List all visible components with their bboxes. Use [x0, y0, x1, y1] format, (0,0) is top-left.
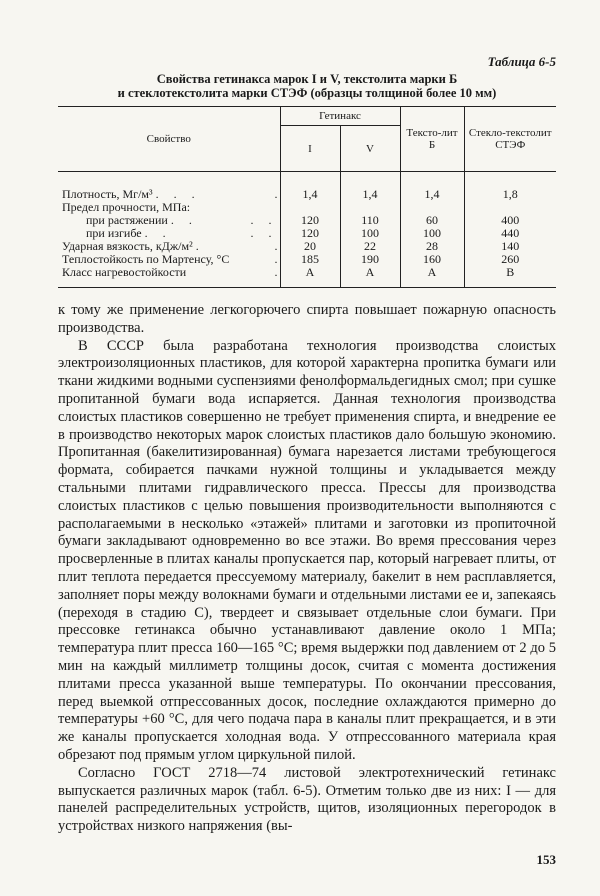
table-title-line-1: Свойства гетинакса марок I и V, текстолита марки Б — [156, 72, 458, 86]
header-steklotextolit: Стекло-текстолит СТЭФ — [464, 107, 556, 172]
row-property: при растяжении — [86, 213, 168, 227]
cell-getinaks-V: 22 — [340, 240, 400, 253]
body-text — [58, 302, 556, 836]
cell-textolit: 60 — [400, 214, 464, 227]
row-leader-end: . — [274, 187, 278, 201]
table-row — [58, 172, 556, 202]
cell-steklotextolit: 440 — [464, 227, 556, 240]
row-leader-dots: . . — [144, 226, 172, 240]
cell-steklotextolit: 260 — [464, 253, 556, 266]
row-property: Плотность, Мг/м³ — [62, 187, 153, 201]
cell-getinaks-I: 20 — [280, 240, 340, 253]
page-number: 153 — [536, 852, 556, 867]
page-content — [58, 54, 556, 836]
row-property: Теплостойкость по Мартенсу, °С — [62, 252, 230, 266]
cell-getinaks-V: 1,4 — [340, 172, 400, 202]
cell-getinaks-I: 185 — [280, 253, 340, 266]
header-getinaks: Гетинакс — [280, 107, 400, 126]
row-property: при изгибе — [86, 226, 142, 240]
row-property: Предел прочности, МПа: — [62, 200, 191, 214]
row-leader-end: . — [274, 252, 278, 266]
cell-getinaks-V: 110 — [340, 214, 400, 227]
header-getinaks-V: V — [340, 126, 400, 172]
row-leader-dots: . . — [170, 213, 198, 227]
cell-getinaks-I: 1,4 — [280, 172, 340, 202]
row-leader-end: . — [274, 265, 278, 279]
row-leader-end: . . — [250, 213, 278, 227]
cell-getinaks-I: 120 — [280, 214, 340, 227]
cell-steklotextolit: 140 — [464, 240, 556, 253]
header-getinaks-I: I — [280, 126, 340, 172]
cell-getinaks-V: А — [340, 266, 400, 288]
table-label: Таблица 6-5 — [487, 54, 556, 69]
paragraph: к тому же применение легкогорючего спирта повышает пожарную опасность производства. — [58, 302, 556, 336]
cell-getinaks-I: А — [280, 266, 340, 288]
cell-steklotextolit: 400 — [464, 214, 556, 227]
table-row — [58, 266, 556, 288]
header-textolit: Тексто-лит Б — [400, 107, 464, 172]
row-leader-end: . . — [250, 226, 278, 240]
cell-textolit: 160 — [400, 253, 464, 266]
header-property: Свойство — [58, 107, 280, 172]
row-property: Класс нагревостойкости — [62, 265, 187, 279]
cell-textolit: 1,4 — [400, 172, 464, 202]
row-leader-dots: . . . — [155, 187, 201, 201]
cell-textolit: 100 — [400, 227, 464, 240]
cell-steklotextolit: 1,8 — [464, 172, 556, 202]
cell-getinaks-I: 120 — [280, 227, 340, 240]
table-title-line-2: и стеклотекстолита марки СТЭФ (образцы толщиной более 10 мм) — [117, 86, 497, 100]
row-leader-dots: . — [195, 239, 205, 253]
paragraph: В СССР была разработана технология производства слоистых электроизоляционных пластиков, для которой характерна пропитка бумаги или ткани жидкими водными суспензиями фенолформальдегидных смол; при сушке пропитанной бумаги вода испаряется. Данная технология производства слоистых пластиков совершенно не требует применения спирта, и внедрение ее в производство некоторых марок слоистых пластиков дало большую экономию. Пропитанная (бакелитизированная) бумага нарезается листами требующегося формата, собирается пачками нужной толщины и укладывается между стальными плитами гидравлического пресса. Прессы для производства слоистых пластиков с целью повышения производительности выполняются с располагаемыми в несколько «этажей» плитами и заготовки из пропиточной бумаги закладывают одновременно во все этажи. Во время прессования через просверленные в плитах каналы пропускается пар, который нагревает плиты, от плит теплота передается прессуемому материалу, бакелит в нем расплавляется, заполняет поры между волокнами бумаги и отдельными листами ее и, запекаясь (переходя в стадию С), твердеет и связывает отдельные слои бумаги. При прессовке гетинакса обычно устанавливают давление около 1 МПа; температура плит пресса 160—165 °С; время выдержки под давлением от 2 до 5 мин на каждый миллиметр толщины досок, считая с момента достижения плитами пресса указанной выше температуры. По окончании прессования, перед выемкой отпрессованных досок, последние охлаждаются примерно до температуры +60 °С, для чего подача пара в каналы плит прекращается, и в эти же каналы пропускается холодная вода. У отпрессованного материала края обрезают под прямым углом циркульной пилой. — [58, 337, 556, 763]
cell-textolit: А — [400, 266, 464, 288]
row-leader-end: . — [274, 239, 278, 253]
cell-steklotextolit: В — [464, 266, 556, 288]
cell-getinaks-V: 190 — [340, 253, 400, 266]
table-title — [58, 72, 556, 100]
properties-table — [58, 106, 556, 288]
paragraph: Согласно ГОСТ 2718—74 листовой электротехнический гетинакс выпускается различных марок (табл. 6-5). Отметим только две из них: I — для панелей распределительных устройств, щитов, изоляционных перегородок в устройствах низкого напряжения (вы- — [58, 764, 556, 835]
row-property: Ударная вязкость, кДж/м² — [62, 239, 193, 253]
cell-getinaks-V: 100 — [340, 227, 400, 240]
cell-textolit: 28 — [400, 240, 464, 253]
